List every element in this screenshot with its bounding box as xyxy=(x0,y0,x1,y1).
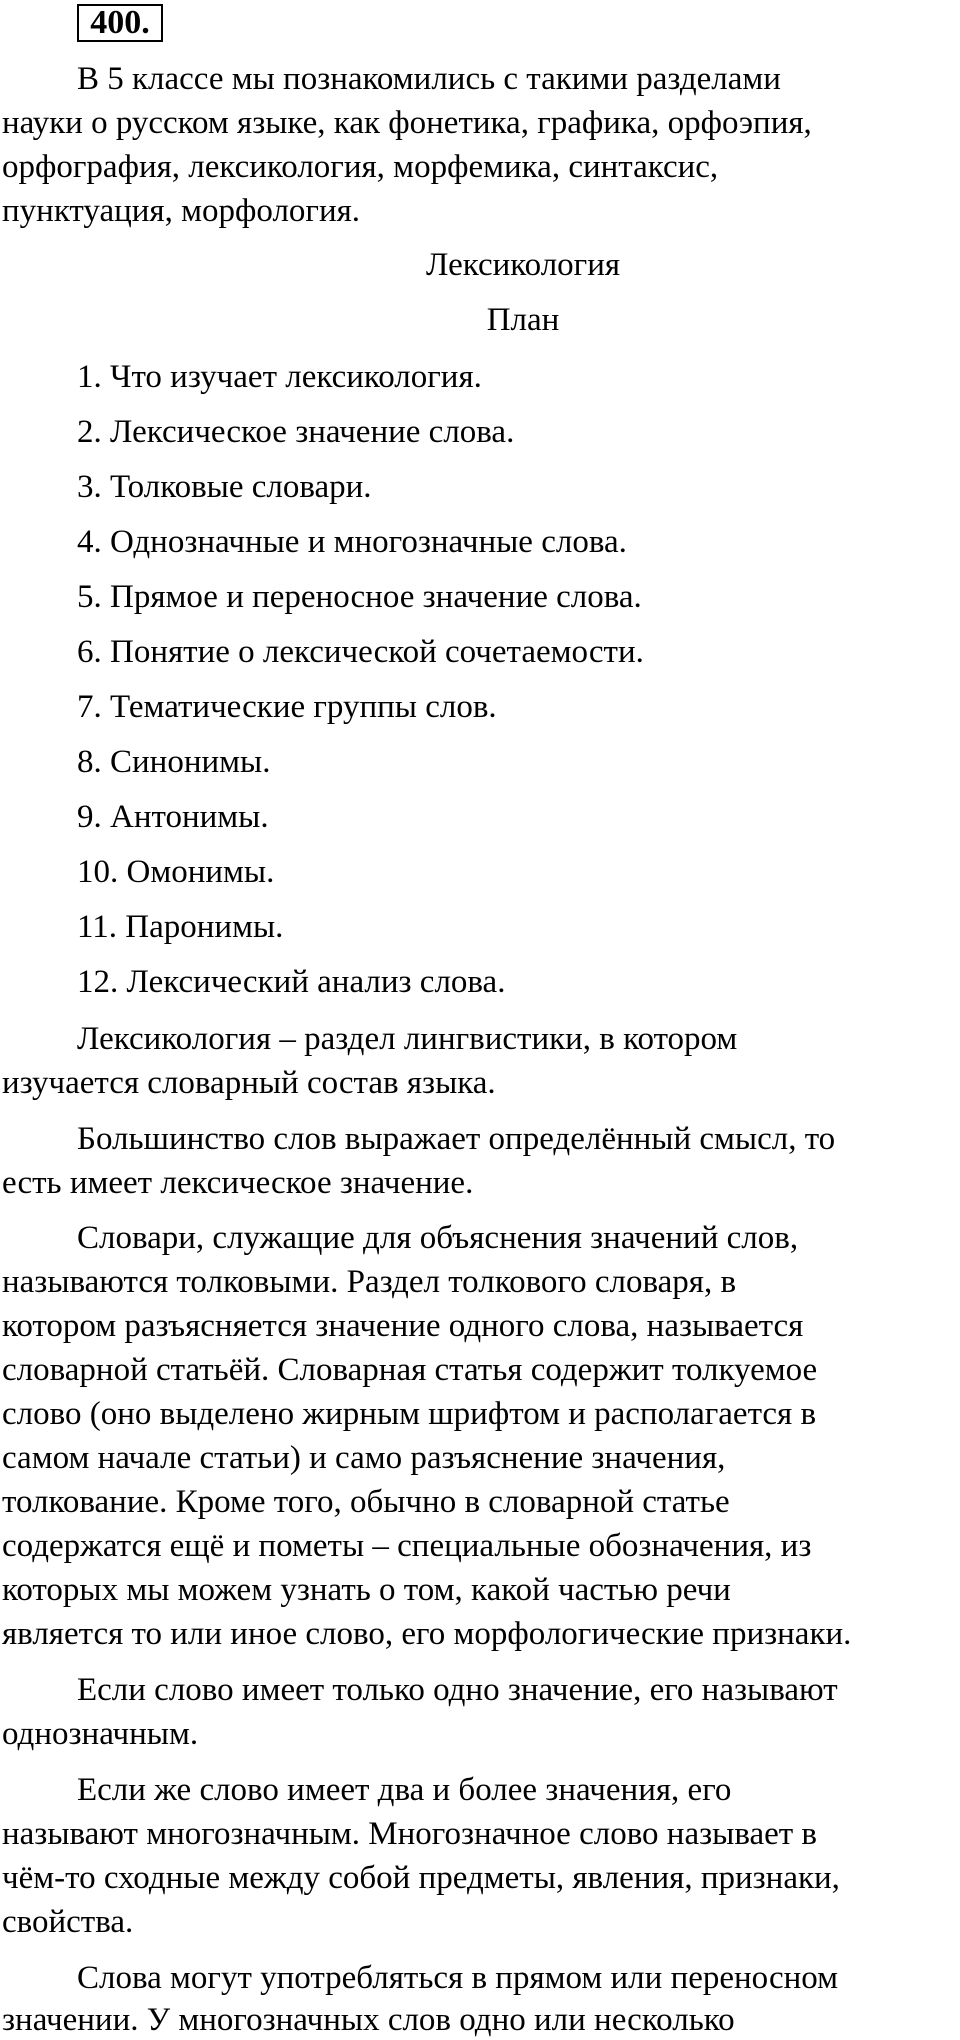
paragraph-line: Большинство слов выражает определённый смысл, то xyxy=(77,1121,836,1157)
intro-line: науки о русском языке, как фонетика, графика, орфоэпия, xyxy=(2,105,812,141)
paragraph-line: чём-то сходные между собой предметы, явления, признаки, xyxy=(2,1860,840,1896)
plan-item: 12. Лексический анализ слова. xyxy=(77,964,506,1000)
paragraph-line: есть имеет лексическое значение. xyxy=(2,1165,474,1201)
paragraph-line: самом начале статьи) и само разъяснение значения, xyxy=(2,1440,726,1476)
paragraph-line: Лексикология – раздел лингвистики, в котором xyxy=(77,1021,738,1057)
intro-line: пунктуация, морфология. xyxy=(2,193,361,229)
plan-item: 6. Понятие о лексической сочетаемости. xyxy=(77,634,644,670)
paragraph-line: изучается словарный состав языка. xyxy=(2,1065,496,1101)
paragraph-line: свойства. xyxy=(2,1904,134,1940)
paragraph-line: называются толковыми. Раздел толкового словаря, в xyxy=(2,1264,737,1300)
paragraph-line: толкование. Кроме того, обычно в словарной статье xyxy=(2,1484,730,1520)
paragraph-line: однозначным. xyxy=(2,1716,199,1752)
plan-item: 5. Прямое и переносное значение слова. xyxy=(77,579,642,615)
plan-item: 8. Синонимы. xyxy=(77,744,271,780)
exercise-number: 400. xyxy=(77,4,163,42)
paragraph-line: Если слово имеет только одно значение, его называют xyxy=(77,1672,838,1708)
plan-item: 1. Что изучает лексикология. xyxy=(77,359,482,395)
plan-item: 2. Лексическое значение слова. xyxy=(77,414,515,450)
paragraph-line: словарной статьёй. Словарная статья содержит толкуемое xyxy=(2,1352,818,1388)
paragraph-line: котором разъясняется значение одного слова, называется xyxy=(2,1308,804,1344)
intro-line: орфография, лексикология, морфемика, синтаксис, xyxy=(2,149,719,185)
plan-item: 9. Антонимы. xyxy=(77,799,269,835)
plan-title: План xyxy=(486,302,560,338)
paragraph-line: значении. У многозначных слов одно или несколько xyxy=(2,2002,735,2038)
plan-item: 3. Толковые словари. xyxy=(77,469,372,505)
paragraph-line: Слова могут употребляться в прямом или переносном xyxy=(77,1960,839,1996)
plan-item: 7. Тематические группы слов. xyxy=(77,689,497,725)
paragraph-line: Если же слово имеет два и более значения, его xyxy=(77,1772,732,1808)
plan-item: 4. Однозначные и многозначные слова. xyxy=(77,524,627,560)
plan-item: 10. Омонимы. xyxy=(77,854,275,890)
intro-line: В 5 классе мы познакомились с такими разделами xyxy=(77,61,781,97)
paragraph-line: Словари, служащие для объяснения значений слов, xyxy=(77,1220,799,1256)
section-title: Лексикология xyxy=(425,247,621,283)
paragraph-line: является то или иное слово, его морфологические признаки. xyxy=(2,1616,852,1652)
paragraph-line: которых мы можем узнать о том, какой частью речи xyxy=(2,1572,731,1608)
plan-item: 11. Паронимы. xyxy=(77,909,284,945)
paragraph-line: содержатся ещё и пометы – специальные обозначения, из xyxy=(2,1528,812,1564)
paragraph-line: слово (оно выделено жирным шрифтом и располагается в xyxy=(2,1396,817,1432)
paragraph-line: называют многозначным. Многозначное слово называет в xyxy=(2,1816,818,1852)
